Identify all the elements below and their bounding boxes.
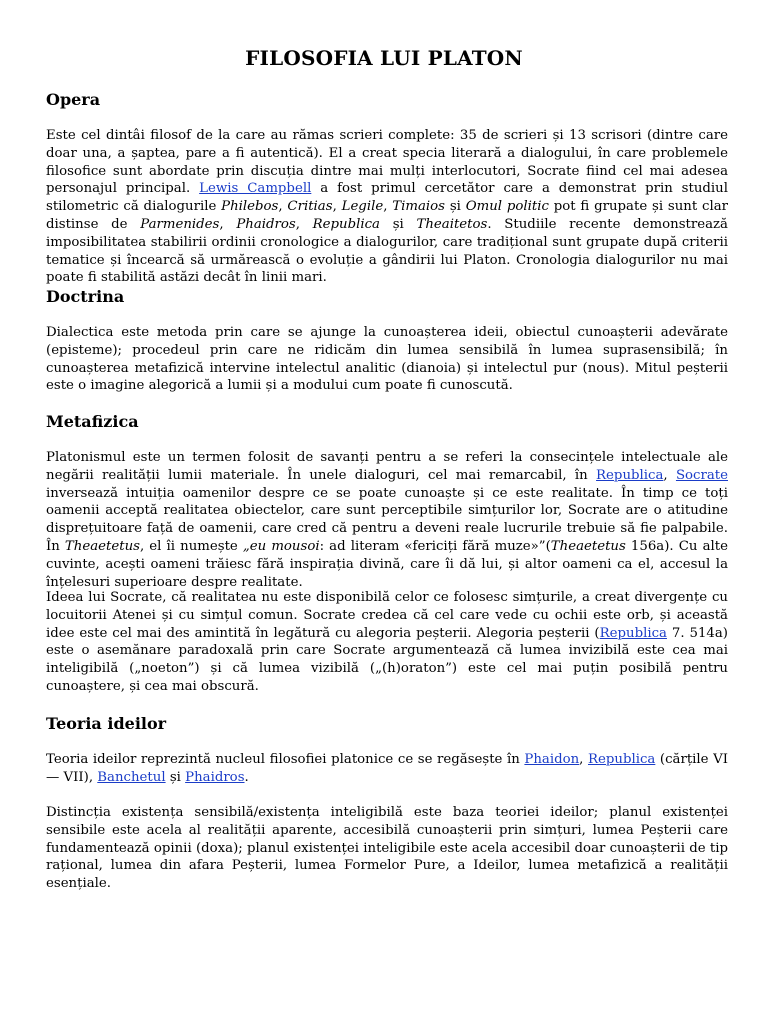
text-span: , (278, 199, 288, 215)
italic-philebos: Philebos (221, 199, 279, 215)
italic-timaios: Timaios (392, 199, 445, 215)
text-span: Teoria ideilor reprezintă nucleul filosofiei platonice ce se regăsește în (46, 752, 525, 767)
link-lewis-campbell[interactable]: Lewis Campbell (199, 181, 312, 197)
text-span: . Studiile recente demonstrează imposibilitatea stabilirii ordinii cronologice a dialogurilor, care tradițional sunt grupate după criterii tematice și încearcă să urmărească o evoluție a gândirii lui Platon. Cronologia dialogurilor nu mai poate fi stabilită astăzi decât în linii mari. (46, 216, 728, 286)
italic-legile: Legile (341, 199, 384, 215)
link-republica-teorie[interactable]: Republica (587, 752, 656, 767)
text-span: , el îi numește (139, 538, 243, 554)
text-span: 7. 514a) este o asemănare paradoxală prin care Socrate argumentează că lumea invizibilă este cea mai inteligibilă („noeton”) și că lumea vizibilă („(h)oraton”) este cel mai puțin posibilă pentru cunoaștere, și cea mai obscură. (46, 625, 728, 694)
heading-opera: Opera (46, 90, 101, 109)
text-span: , (295, 216, 313, 232)
link-republica[interactable]: Republica (596, 467, 664, 483)
text-span: și (380, 216, 417, 232)
link-phaidros[interactable]: Phaidros (185, 769, 245, 785)
paragraph-metafizica-1 (46, 449, 728, 591)
italic-theaitetos: Theaitetos (416, 216, 488, 232)
paragraph-doctrina: Dialectica este metoda prin care se ajunge la cunoașterea ideii, obiectul cunoașterii adevărate (episteme); procedeul prin care ne ridicăm din lumea sensibilă în lumea suprasensibilă; în cunoașterea metafizică intervine intelectul analitic (dianoia) și intelectul pur (nous). Mitul peșterii este o imagine alegorică a lumii și a modului cum poate fi cunoscută. (46, 325, 728, 394)
italic-theaetetus: Theaetetus (64, 538, 140, 554)
italic-omul-politic: Omul politic (465, 199, 549, 215)
italic-parmenides: Parmenides (140, 216, 220, 232)
text-span: , (383, 199, 393, 215)
text-span: inversează intuiția oamenilor despre ce se poate cunoaște și ce este realitate. În timp ce toți oamenii acceptă realitatea obiectelor, care sunt perceptibile simțurilor lor, Socrate are o atitudine disprețuitoare față de oamenii, care cred că pentru a deveni reale lucrurile trebuie să fie palpabile. În (46, 485, 728, 554)
text-span: și (165, 769, 186, 785)
paragraph-opera (46, 127, 728, 287)
text-span: 156a). Cu alte cuvinte, acești oameni trăiesc fără inspirația divină, care îi dă lui, și altor oameni ca el, accesul la înțelesuri superioare despre realitate. (46, 538, 728, 590)
italic-phaidros: Phaidros (236, 216, 296, 232)
text-span: Este cel dintâi filosof de la care au rămas scrieri complete: 35 de scrieri și 13 scrisori (dintre care doar una, a șaptea, pare a fi autentică). El a creat specia literară a dialogului, în care problemele filosofice sunt abordate prin discuția dintre mai mulți interlocutori, Socrate fiind cel mai adesea personajul principal. (46, 128, 728, 197)
text-span: a fost primul cercetător care a demonstrat prin studiul stilometric că dialogurile (46, 181, 728, 215)
page-title: FILOSOFIA LUI PLATON (245, 46, 523, 70)
text-span: (cărțile VI — VII), (46, 752, 728, 785)
text-span: . (244, 769, 249, 785)
link-socrate[interactable]: Socrate (675, 467, 728, 483)
text-span: , (663, 467, 676, 483)
link-republica-alegorie[interactable]: Republica (599, 625, 667, 641)
text-span: Platonismul este un termen folosit de savanți pentru a se referi la consecințele intelectuale ale negării realității lumii materiale. În unele dialoguri, cel mai remarcabil, în (46, 450, 728, 483)
italic-theaetetus-ref: Theaetetus (550, 538, 626, 554)
italic-critias: Critias (287, 199, 333, 215)
paragraph-teoria-1 (46, 751, 728, 787)
italic-eu-mousoi: „eu mousoi (242, 538, 320, 554)
text-span: și (445, 199, 466, 215)
text-span: , (332, 199, 342, 215)
text-span: , (579, 752, 588, 767)
text-span: Ideea lui Socrate, că realitatea nu este disponibilă celor ce folosesc simțurile, a creat divergențe cu locuitorii Atenei și cu simțul comun. Socrate credea că cel care vede cu ochii este orb, și această idee este cel mai des amintită în legătură cu alegoria peșterii. Alegoria peșterii ( (46, 590, 728, 641)
link-phaidon[interactable]: Phaidon (524, 752, 580, 767)
paragraph-metafizica-2 (46, 589, 728, 696)
link-banchetul[interactable]: Banchetul (97, 769, 166, 785)
paragraph-teoria-2: Distincția existența sensibilă/existența inteligibilă este baza teoriei ideilor; planul existenței sensibile este acela al realității aparente, accesibilă cunoașterii prin simțuri, lumea Peșterii care fundamentează opinii (doxa); planul existenței inteligibile este acela accesibil doar cunoașterii de tip rațional, lumea din afara Peșterii, lumea Formelor Pure, a Ideilor, lumea metafizică a realității esențiale. (46, 805, 728, 892)
text-span: , (219, 216, 237, 232)
heading-metafizica: Metafizica (46, 412, 139, 431)
heading-teoria-ideilor: Teoria ideilor (46, 714, 167, 733)
italic-republica: Republica (312, 216, 380, 232)
text-span: : ad literam «fericiți fără muze»”( (319, 538, 551, 554)
heading-doctrina: Doctrina (46, 287, 125, 306)
text-span: pot fi grupate și sunt clar distinse de (46, 199, 728, 232)
